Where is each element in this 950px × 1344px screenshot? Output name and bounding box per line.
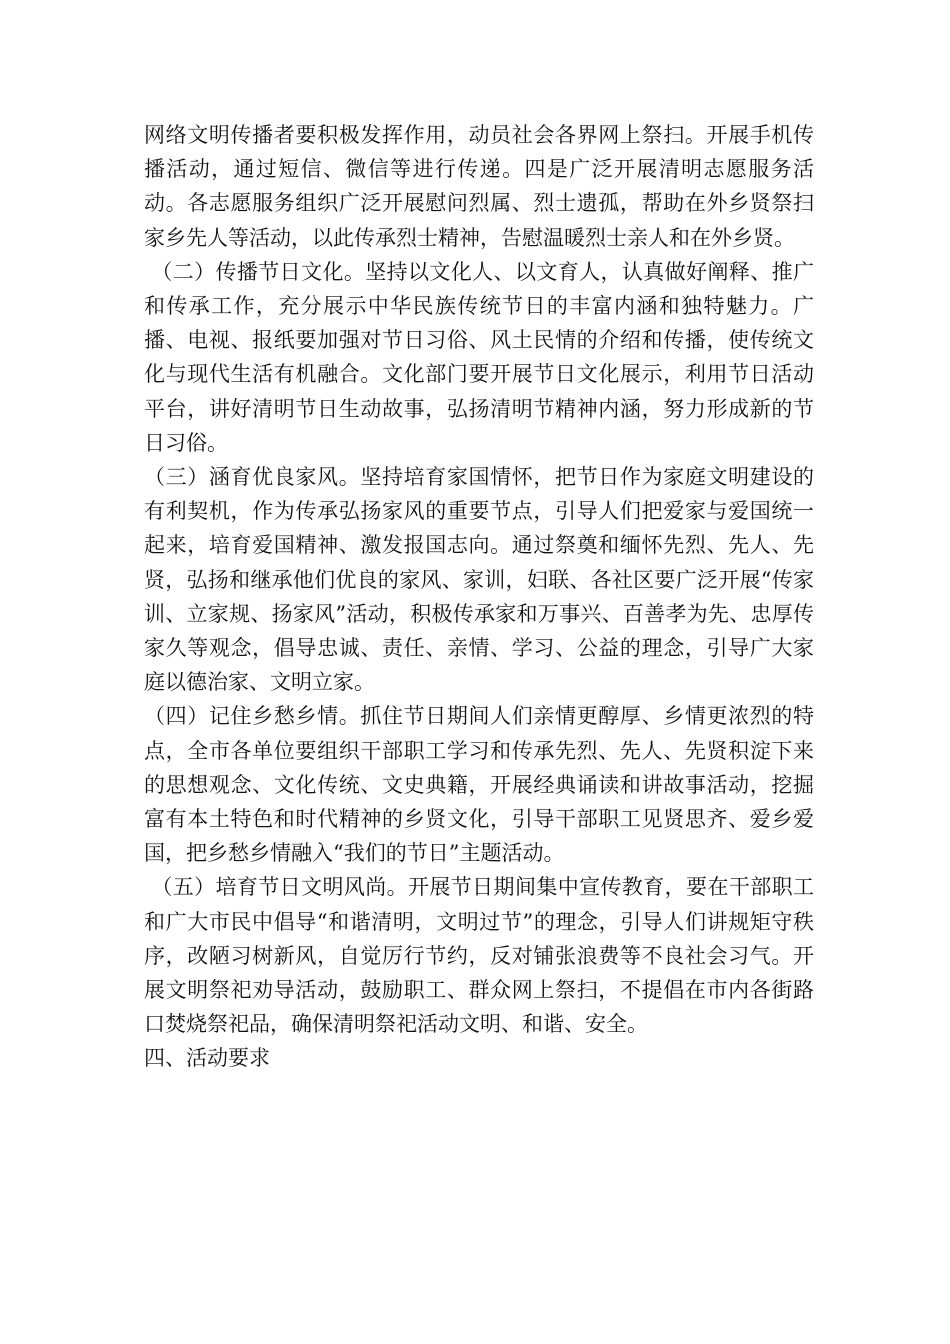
paragraph-volunteer-service: 网络文明传播者要积极发挥作用，动员社会各界网上祭扫。开展手机传播活动，通过短信、微信等进行传递。四是广泛开展清明志愿服务活动。各志愿服务组织广泛开展慰问烈属、烈士遗孤，帮助在外乡贤祭扫家乡先人等活动，以此传承烈士精神，告慰温暖烈士亲人和在外乡贤。 <box>144 123 814 250</box>
paragraph-hometown-nostalgia: （四）记住乡愁乡情。抓住节日期间人们亲情更醇厚、乡情更浓烈的特点，全市各单位要组织干部职工学习和传承先烈、先人、先贤积淀下来的思想观念、文化传统、文史典籍，开展经典诵读和讲故事活动，挖掘富有本土特色和时代精神的乡贤文化，引导干部职工见贤思齐、爱乡爱国，把乡愁乡情融入“我们的节日”主题活动。 <box>144 704 814 866</box>
paragraph-civilized-custom: （五）培育节日文明风尚。开展节日期间集中宣传教育，要在干部职工和广大市民中倡导“和谐清明，文明过节”的理念，引导人们讲规矩守秩序，改陋习树新风，自觉厉行节约，反对铺张浪费等不良社会习气。开展文明祭祀劝导活动，鼓励职工、群众网上祭扫，不提倡在市内各街路口焚烧祭祀品，确保清明祭祀活动文明、和谐、安全。 <box>144 875 814 1037</box>
paragraph-family-tradition: （三）涵育优良家风。坚持培育家国情怀，把节日作为家庭文明建设的有利契机，作为传承弘扬家风的重要节点，引导人们把爱家与爱国统一起来，培育爱国精神、激发报国志向。通过祭奠和缅怀先烈、先人、先贤，弘扬和继承他们优良的家风、家训，妇联、各社区要广泛开展“传家训、立家规、扬家风”活动，积极传承家和万事兴、百善孝为先、忠厚传家久等观念，倡导忠诚、责任、亲情、学习、公益的理念，引导广大家庭以德治家、文明立家。 <box>144 465 814 695</box>
section-heading-activity-requirements: 四、活动要求 <box>144 1046 270 1071</box>
document-body <box>144 118 814 1076</box>
paragraph-festival-culture: （二）传播节日文化。坚持以文化人、以文育人，认真做好阐释、推广和传承工作，充分展示中华民族传统节日的丰富内涵和独特魅力。广播、电视、报纸要加强对节日习俗、风土民情的介绍和传播，使传统文化与现代生活有机融合。文化部门要开展节日文化展示，利用节日活动平台，讲好清明节日生动故事，弘扬清明节精神内涵，努力形成新的节日习俗。 <box>144 259 814 455</box>
